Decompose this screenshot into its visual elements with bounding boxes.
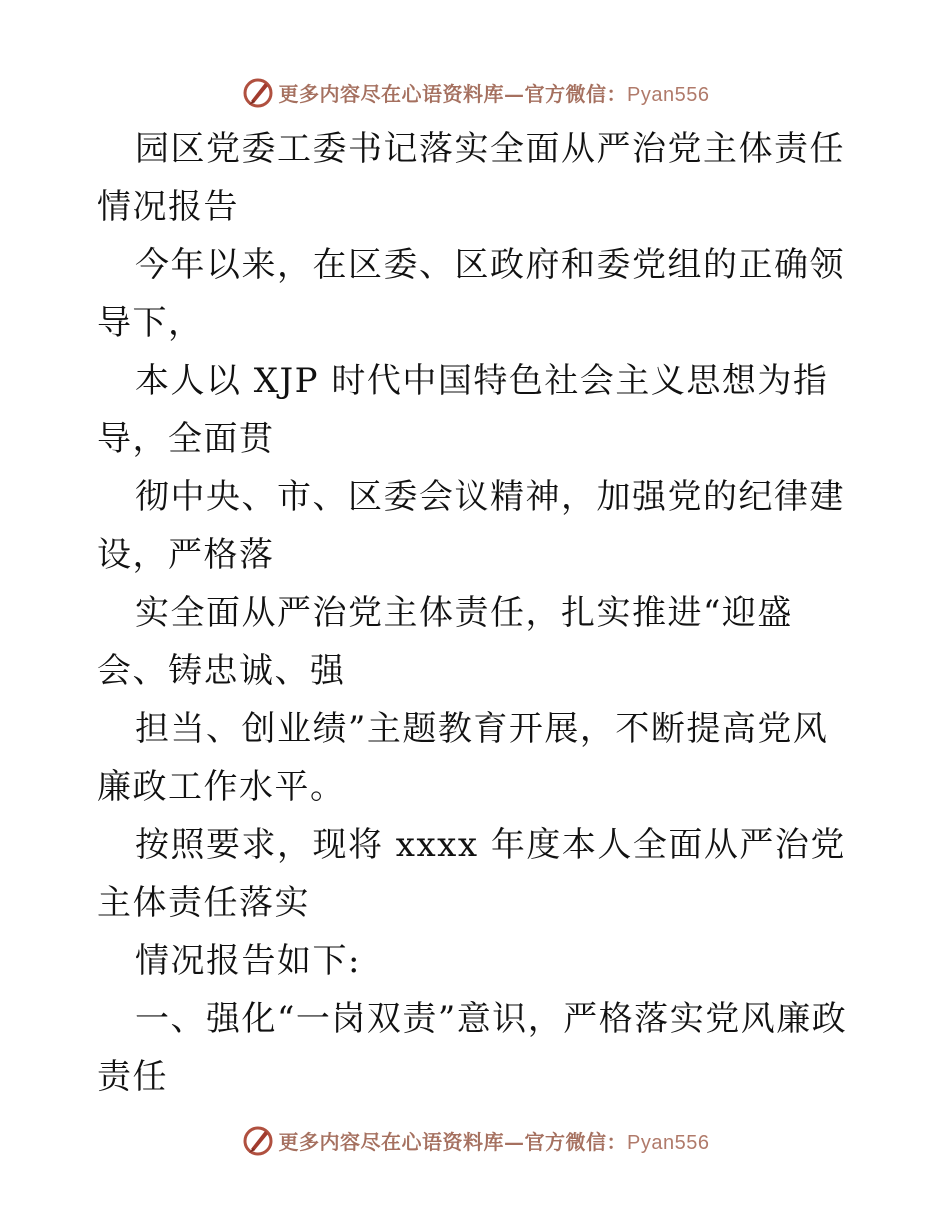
watermark-text: 更多内容尽在心语资料库—官方微信：Pyan556 [278, 81, 710, 106]
paragraph: 本人以 XJP 时代中国特色社会主义思想为指导，全面贯 [97, 361, 829, 459]
header-watermark [0, 72, 950, 112]
footer-watermark [0, 1120, 950, 1160]
paragraph: 情况报告如下: [135, 941, 361, 981]
paragraph: 实全面从严治党主体责任，扎实推进“迎盛会、铸忠诚、强 [97, 593, 793, 691]
section-heading: 一、强化“一岗双责”意识，严格落实党风廉政责任 [97, 999, 848, 1097]
paragraph: 按照要求，现将 xxxx 年度本人全面从严治党主体责任落实 [97, 825, 846, 923]
document-title: 园区党委工委书记落实全面从严治党主体责任情况报告 [97, 129, 845, 227]
quill-pen-logo-icon [241, 75, 275, 109]
paragraph: 今年以来，在区委、区政府和委党组的正确领导下， [97, 245, 845, 343]
watermark-text: 更多内容尽在心语资料库—官方微信：Pyan556 [278, 1129, 710, 1154]
quill-pen-logo-icon [241, 1123, 275, 1157]
paragraph: 担当、创业绩”主题教育开展，不断提高党风廉政工作水平。 [97, 709, 829, 807]
paragraph: 彻中央、市、区委会议精神，加强党的纪律建设，严格落 [97, 477, 845, 575]
document-body [97, 120, 857, 1106]
